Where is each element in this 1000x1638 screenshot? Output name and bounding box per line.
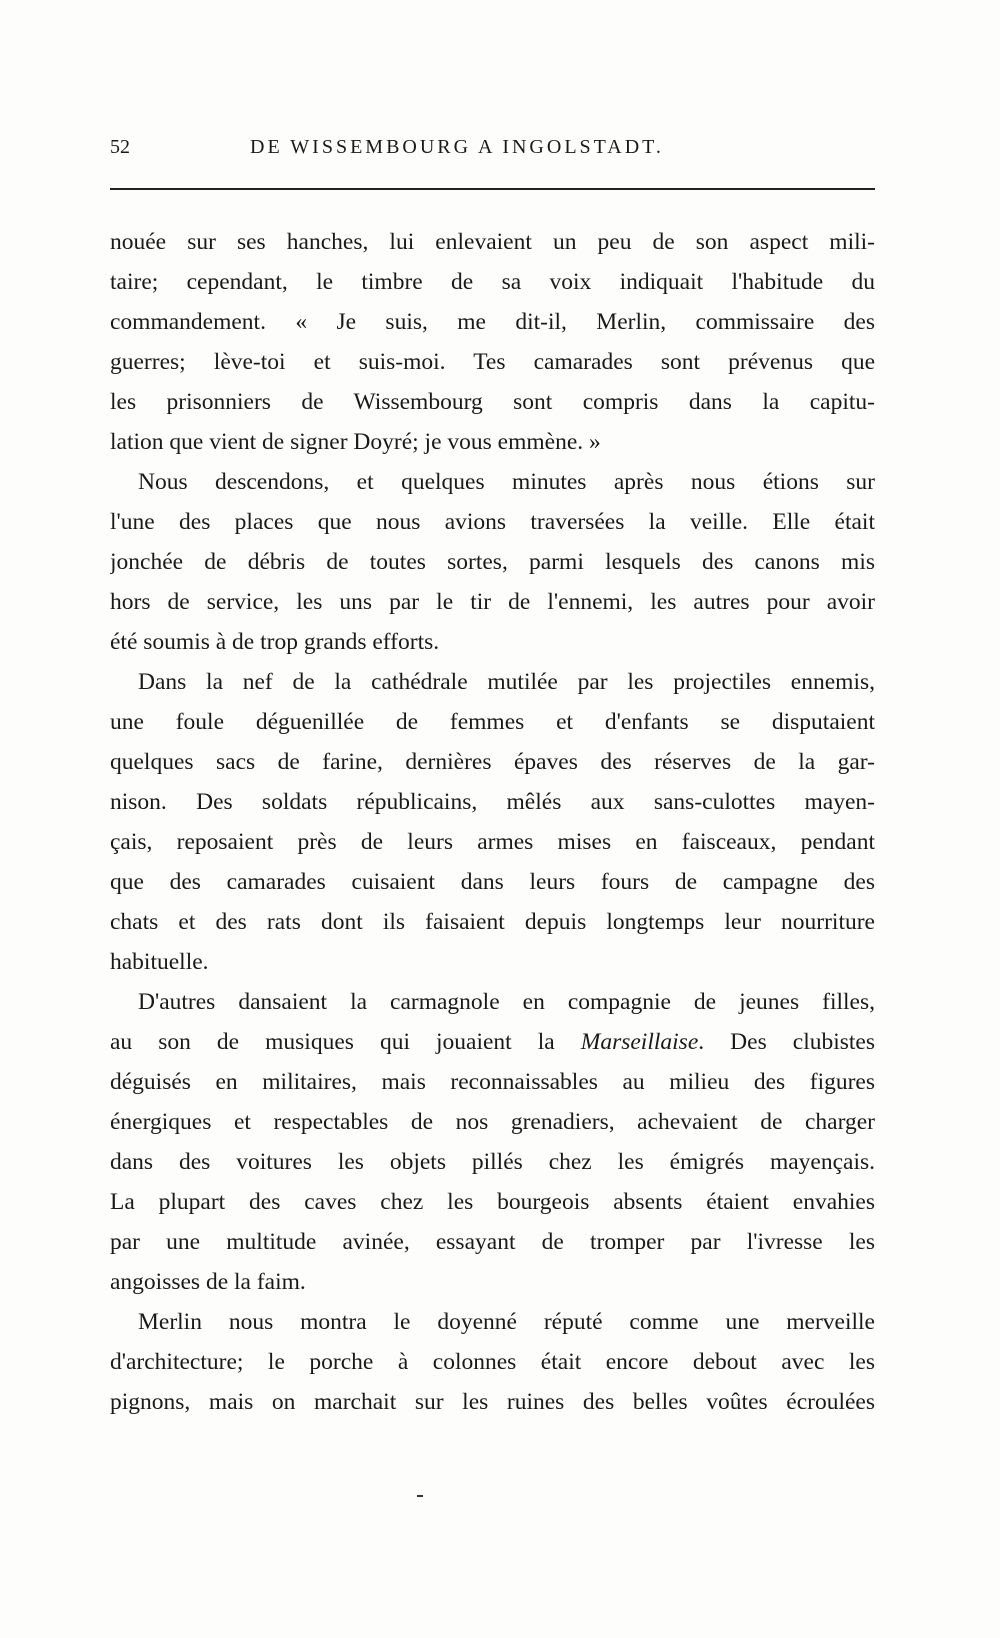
text-line: pignons, mais on marchait sur les ruines des belles voûtes écroulées [110, 1389, 875, 1415]
text-segment: au son [110, 1029, 217, 1055]
text-line: été soumis à de trop grands efforts. [110, 629, 440, 655]
text-line: une foule déguenillée de femmes et d'enfants se disputaient [110, 709, 875, 735]
text-line: nison. Des soldats républicains, mêlés aux sans-culottes mayen- [110, 789, 875, 815]
text-line: d'architecture; le porche à colonnes était encore debout avec les [110, 1349, 875, 1375]
italic-title: Marseillaise [580, 1029, 699, 1055]
text-line: énergiques et respectables de nos grenadiers, achevaient de charger [110, 1109, 875, 1135]
text-line: jonchée de débris de toutes sortes, parmi lesquels des canons mis [110, 549, 875, 575]
text-line: déguisés en militaires, mais reconnaissables au milieu des figures [110, 1069, 875, 1095]
text-line: Dans la nef de la cathédrale mutilée par les projectiles ennemis, [138, 669, 875, 695]
printing-mark [417, 1495, 423, 1497]
text-line: Merlin nous montra le doyenné réputé comme une merveille [138, 1309, 875, 1335]
text-line: çais, reposaient près de leurs armes mises en faisceaux, pendant [110, 829, 875, 855]
text-line: hors de service, les uns par le tir de l'ennemi, les autres pour avoir [110, 589, 875, 615]
text-line-with-italic [110, 1022, 875, 1062]
body-text [110, 222, 875, 1422]
text-line: les prisonniers de Wissembourg sont compris dans la capitu- [110, 389, 875, 415]
text-line: chats et des rats dont ils faisaient depuis longtemps leur nourriture [110, 909, 875, 935]
text-line: habituelle. [110, 949, 209, 975]
text-line: commandement. « Je suis, me dit-il, Merlin, commissaire des [110, 309, 875, 335]
text-line: que des camarades cuisaient dans leurs fours de campagne des [110, 869, 875, 895]
page-number: 52 [110, 136, 130, 158]
text-line: par une multitude avinée, essayant de tromper par l'ivresse les [110, 1229, 875, 1255]
text-segment: de musiques qui jouaient la [216, 1029, 555, 1055]
header-rule [110, 188, 875, 190]
text-line: guerres; lève-toi et suis-moi. Tes camarades sont prévenus que [110, 349, 875, 375]
text-line: l'une des places que nous avions traversées la veille. Elle était [110, 509, 875, 535]
text-segment: . Des clubistes [698, 1029, 875, 1055]
text-line: dans des voitures les objets pillés chez les émigrés mayençais. [110, 1149, 875, 1175]
text-line: La plupart des caves chez les bourgeois absents étaient envahies [110, 1189, 875, 1215]
text-line: quelques sacs de farine, dernières épaves des réserves de la gar- [110, 749, 875, 775]
text-line: Nous descendons, et quelques minutes après nous étions sur [138, 469, 875, 495]
text-line: D'autres dansaient la carmagnole en compagnie de jeunes filles, [138, 989, 875, 1015]
text-line: nouée sur ses hanches, lui enlevaient un peu de son aspect mili- [110, 229, 875, 255]
running-title: DE WISSEMBOURG A INGOLSTADT. [250, 136, 664, 158]
text-line: lation que vient de signer Doyré; je vous emmène. » [110, 429, 601, 455]
text-line: angoisses de la faim. [110, 1269, 306, 1295]
running-head [110, 136, 875, 168]
text-line: taire; cependant, le timbre de sa voix indiquait l'habitude du [110, 269, 875, 295]
